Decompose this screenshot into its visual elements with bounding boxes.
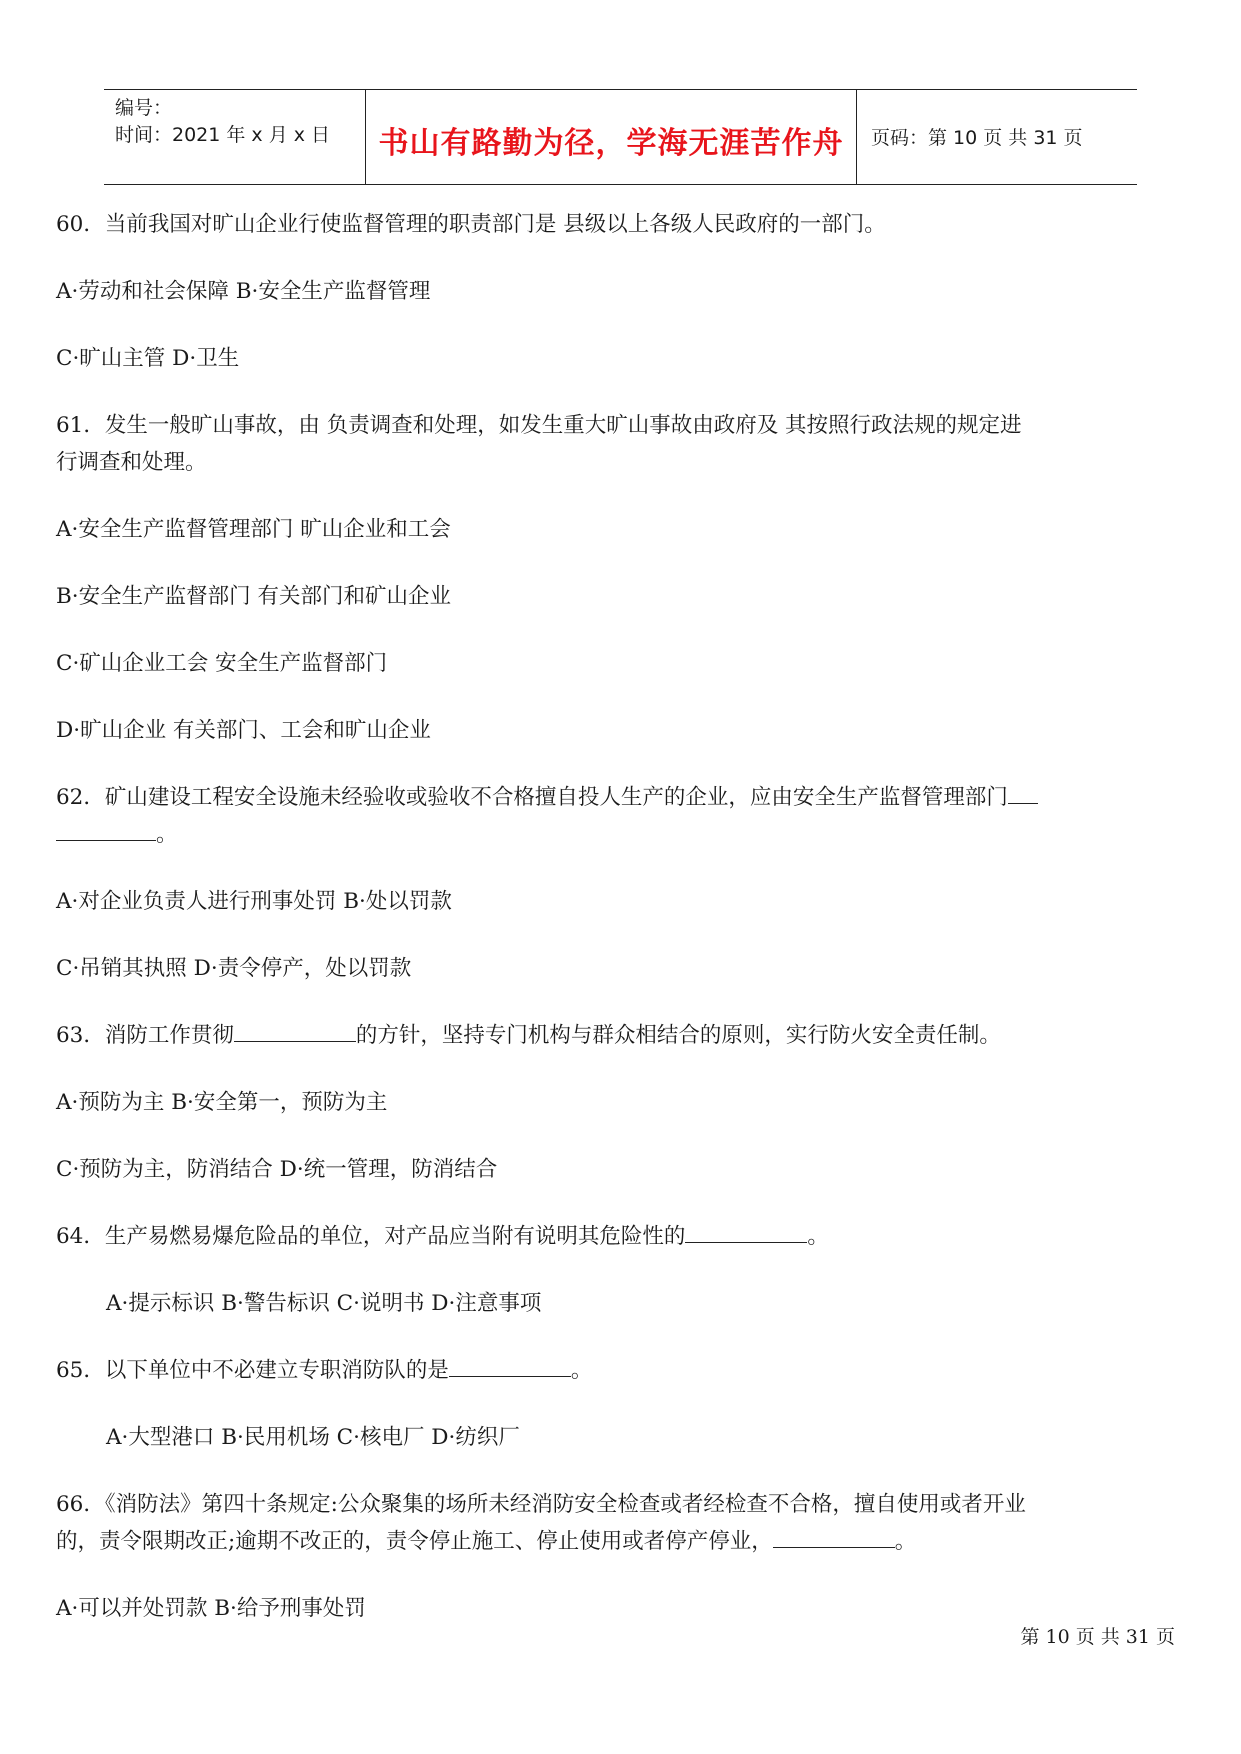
question-60-options-cd: C·旷山主管 D·卫生 [56, 346, 240, 371]
answer-blank [773, 1527, 895, 1548]
question-66-cont: 的，责令限期改正;逾期不改正的，责令停止施工、停止使用或者停产停业， [56, 1529, 773, 1554]
header-page-cell [857, 90, 1137, 184]
question-61-option-b: B·安全生产监督部门 有关部门和矿山企业 [56, 584, 451, 609]
question-62-row [56, 780, 1038, 816]
question-63-options-cd: C·预防为主，防消结合 D·统一管理，防消结合 [56, 1157, 498, 1182]
question-63-options-ab: A·预防为主 B·安全第一，预防为主 [56, 1090, 388, 1115]
answer-blank [56, 820, 156, 841]
question-62-cont-row [56, 817, 178, 853]
question-62: 62．矿山建设工程安全设施未经验收或验收不合格擅自投人生产的企业，应由安全生产监督管理部门 [56, 785, 1008, 810]
header-motto-cell [366, 90, 857, 184]
header-motto: 书山有路勤为径，学海无涯苦作舟 [378, 126, 844, 161]
page-footer: 第 10 页 共 31 页 [1020, 1626, 1175, 1648]
question-65-end: 。 [570, 1358, 593, 1383]
question-63-row [56, 1018, 1001, 1054]
answer-blank [449, 1356, 571, 1377]
question-61-option-c: C·矿山企业工会 安全生产监督部门 [56, 651, 388, 676]
question-61-option-d: D·旷山企业 有关部门、工会和旷山企业 [56, 718, 431, 743]
header-table [104, 89, 1137, 185]
answer-blank [685, 1222, 807, 1243]
question-63-cont: 的方针，坚持专门机构与群众相结合的原则，实行防火安全责任制。 [355, 1023, 1001, 1048]
question-63: 63．消防工作贯彻 [56, 1023, 234, 1048]
question-64-options: A·提示标识 B·警告标识 C·说明书 D·注意事项 [106, 1291, 542, 1316]
answer-blank [1008, 783, 1038, 804]
question-65-options: A·大型港口 B·民用机场 C·核电厂 D·纺织厂 [106, 1425, 520, 1450]
question-60-options-ab: A·劳动和社会保障 B·安全生产监督管理 [56, 279, 431, 304]
question-66-end: 。 [894, 1529, 917, 1554]
question-64: 64．生产易燃易爆危险品的单位，对产品应当附有说明其危险性的 [56, 1224, 686, 1249]
question-62-cont: 。 [156, 822, 178, 847]
question-64-row [56, 1219, 829, 1255]
answer-blank [234, 1021, 356, 1042]
question-60: 60．当前我国对旷山企业行使监督管理的职责部门是 县级以上各级人民政府的一部门。 [56, 212, 886, 237]
document-time: 时间：2021 年 x 月 x 日 [115, 124, 331, 146]
question-62-options-cd: C·吊销其执照 D·责令停产，处以罚款 [56, 956, 412, 981]
question-61-cont: 行调查和处理。 [56, 450, 207, 475]
question-66-cont-row [56, 1524, 916, 1560]
question-65-row [56, 1353, 592, 1389]
question-61-option-a: A·安全生产监督管理部门 旷山企业和工会 [56, 517, 451, 542]
question-65: 65．以下单位中不必建立专职消防队的是 [56, 1358, 449, 1383]
question-64-end: 。 [807, 1224, 829, 1249]
document-number-label: 编号： [115, 97, 173, 119]
header-info-cell [104, 90, 366, 184]
question-66: 66．《消防法》第四十条规定:公众聚集的场所未经消防安全检查或者经检查不合格，擅自使用或者开业 [56, 1492, 1026, 1517]
question-66-options-ab: A·可以并处罚款 B·给予刑事处罚 [56, 1596, 366, 1621]
header-page-code: 页码：第 10 页 共 31 页 [871, 127, 1083, 149]
question-61: 61．发生一般旷山事故，由 负责调查和处理，如发生重大旷山事故由政府及 其按照行政法规的规定进 [56, 413, 1022, 438]
question-62-options-ab: A·对企业负责人进行刑事处罚 B·处以罚款 [56, 889, 452, 914]
